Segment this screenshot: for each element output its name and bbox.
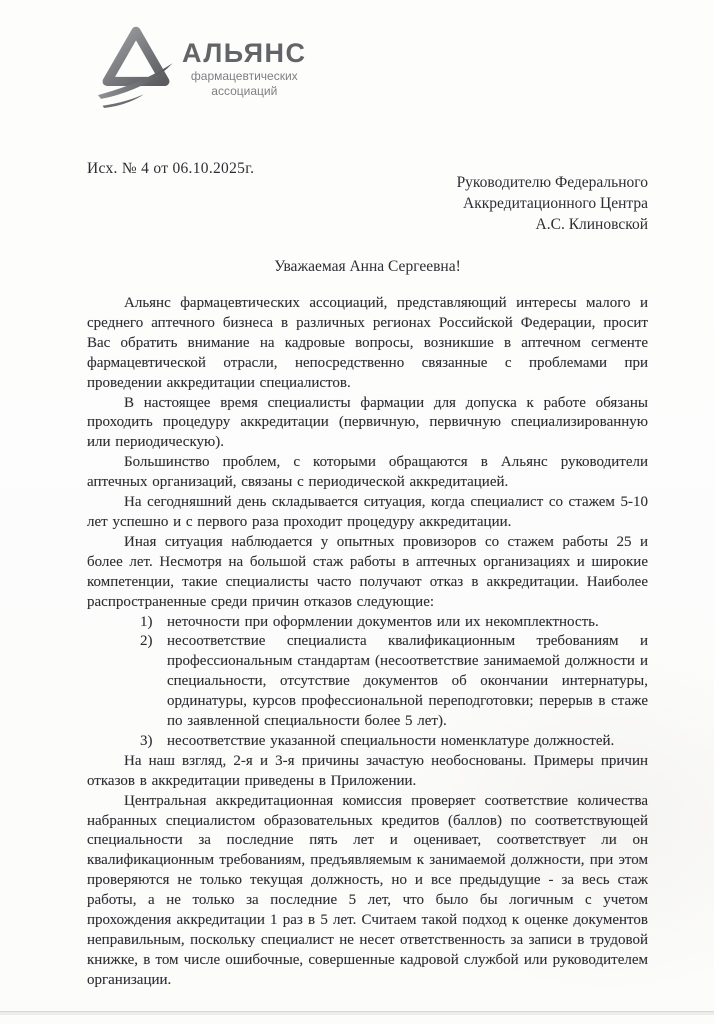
list-item bbox=[140, 613, 648, 633]
paragraph: Большинство проблем, с которыми обращаются в Альянс руководители аптечных организаций, связаны с периодической аккредитацией. bbox=[87, 454, 648, 491]
list-item-text: неточности при оформлении документов или их некомплектность. bbox=[167, 613, 599, 630]
logo-subtitle-line2: ассоциаций bbox=[211, 83, 278, 98]
list-item-text: несоответствие специалиста квалификационным требованиям и профессиональным стандартам (несоответствие занимаемой должности и специальности, отсутствие документов об окончании интернатуры, ординатуры, курсов профессиональной переподготовки; перерыв в стаже по заявленной специальности более 5 лет). bbox=[167, 633, 648, 730]
recipient-line-3: А.С. Клиновской bbox=[535, 216, 648, 233]
paragraph: На сегодняшний день складывается ситуация, когда специалист со стажем 5-10 лет успешно и с первого раза проходит процедуру аккредитации. bbox=[87, 494, 648, 530]
paragraph: Альянс фармацевтических ассоциаций, представляющий интересы малого и среднего аптечного бизнеса в различных регионах Российской Федерации, просит Вас обратить внимание на кадровые вопросы, возникшие в аптечном сегменте фармацевтической отрасли, непосредственно связанные с проблемами при проведении аккредитации специалистов. bbox=[87, 295, 648, 391]
company-logo bbox=[98, 24, 307, 110]
paragraph: На наш взгляд, 2-я и 3-я причины зачастую необоснованы. Примеры причин отказов в аккредитации приведены в Приложении. bbox=[87, 752, 648, 789]
logo-subtitle-line1: фармацевтических bbox=[190, 69, 298, 83]
paragraph: Иная ситуация наблюдается у опытных провизоров со стажем работы 25 и более лет. Несмотря на большой стаж работы в аптечных организациях и широкие компетенции, такие специалисты часто получают отказ в аккредитации. Наиболее распространенные среди причин отказов следующие: bbox=[87, 533, 648, 610]
outgoing-reference: Исх. № 4 от 06.10.2025г. bbox=[87, 160, 255, 177]
list-item-number: 3) bbox=[140, 732, 153, 749]
recipient-line-2: Аккредитационного Центра bbox=[463, 195, 648, 212]
reasons-list bbox=[140, 613, 648, 752]
logo-title: АЛЬЯНС bbox=[182, 38, 307, 68]
paragraph: В настоящее время специалисты фармации для допуска к работе обязаны проходить процедуру аккредитации (первичную, первичную специализированную или периодическую). bbox=[87, 394, 648, 451]
list-item bbox=[140, 732, 648, 752]
list-item-number: 1) bbox=[140, 613, 153, 630]
scan-edge-line bbox=[0, 1011, 714, 1015]
recipient-block bbox=[457, 172, 648, 235]
letter-body bbox=[87, 294, 648, 991]
alliance-triangle-icon bbox=[98, 24, 174, 110]
recipient-line-1: Руководителю Федерального bbox=[456, 174, 648, 191]
salutation: Уважаемая Анна Сергеевна! bbox=[274, 258, 461, 275]
paragraph: Центральная аккредитационная комиссия проверяет соответствие количества набранных специалистом образовательных кредитов (баллов) по соответствующей специальности за последние пять лет и оценивает, соответствует ли он квалификационным требованиям, предъявляемым к занимаемой должности, при этом проверяются не только текущая должность, но и все предыдущие - за весь стаж работы, а не только за последние 5 лет, что было бы логичным с учетом прохождения аккредитации 1 раз в 5 лет. Считаем такой подход к оценке документов неправильным, поскольку специалист не несет ответственность за записи в трудовой книжке, в том числе ошибочные, совершенные кадровой службой или руководителем организации. bbox=[87, 792, 648, 988]
list-item-number: 2) bbox=[140, 633, 153, 650]
list-item bbox=[140, 632, 648, 732]
logo-subtitle bbox=[182, 69, 307, 98]
list-item-text: несоответствие указанной специальности номенклатуре должностей. bbox=[167, 732, 615, 749]
logo-text bbox=[182, 24, 307, 98]
